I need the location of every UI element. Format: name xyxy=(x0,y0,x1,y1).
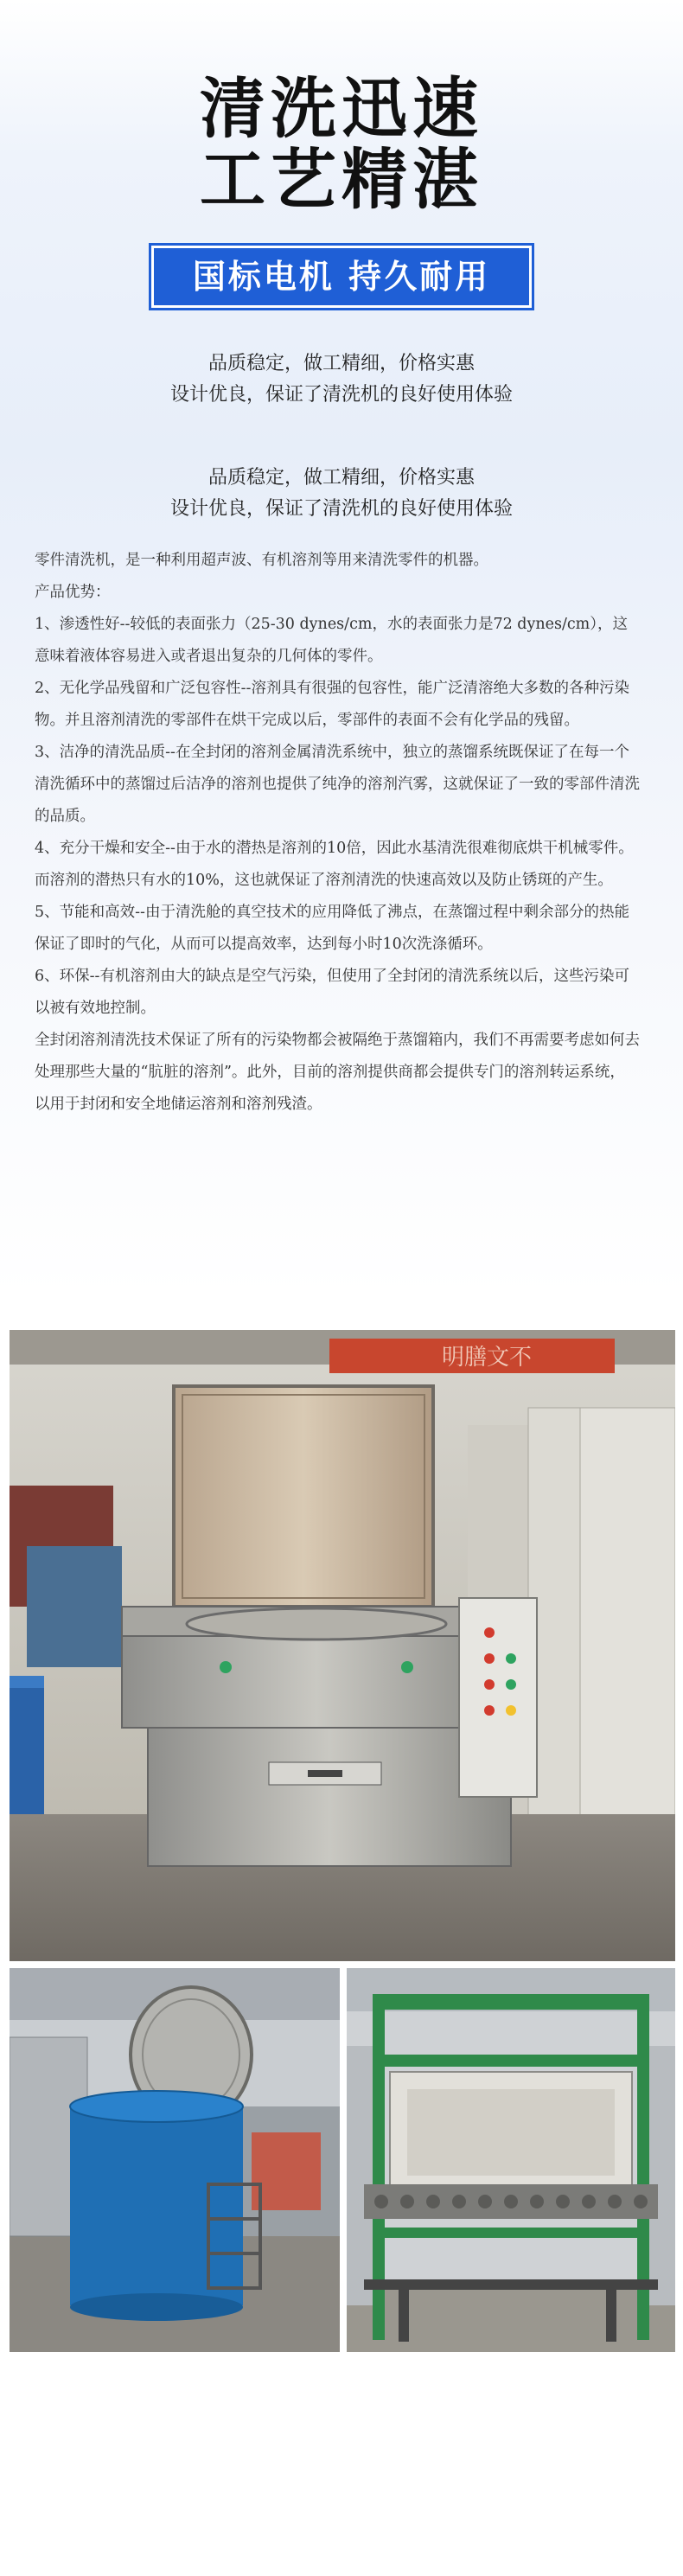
hero-section xyxy=(0,0,683,571)
intro-paragraph: 零件清洗机，是一种利用超声波、有机溶剂等用来清洗零件的机器。 xyxy=(35,552,488,569)
tagline-quality-repeat: 品质稳定，做工精细，价格实惠 xyxy=(207,467,475,489)
advantage-item: 3、洁净的清洗品质--在全封闭的溶剂金属清洗系统中，独立的蒸馏系统既保证了在每一个清洗循环中的蒸馏过后洁净的溶剂也提供了纯净的溶剂汽雾，这就保证了一致的零部件清洗的品质。 xyxy=(35,744,640,825)
closing-paragraph: 全封闭溶剂清洗技术保证了所有的污染物都会被隔绝于蒸馏箱内，我们不再需要考虑如何去处理那些大量的“肮脏的溶剂”。此外，目前的溶剂提供商都会提供专门的溶剂转运系统，以用于封闭和安全地储运溶剂和溶剂残渣。 xyxy=(35,1032,640,1113)
advantage-item: 1、渗透性好--较低的表面张力（25-30 dynes/cm，水的表面张力是72 dynes/cm），这意味着液体容易进入或者退出复杂的几何体的零件。 xyxy=(35,616,629,665)
advantages-heading: 产品优势： xyxy=(35,584,111,601)
parts-washer-photo xyxy=(10,1330,675,1961)
tagline-quality: 品质稳定，做工精细，价格实惠 xyxy=(207,353,475,374)
advantage-item: 5、节能和高效--由于清洗舱的真空技术的应用降低了沸点，在蒸馏过程中剩余部分的热能保证了即时的气化，从而可以提高效率，达到每小时10次洗涤循环。 xyxy=(35,904,629,953)
feature-badge: 国标电机 持久耐用 xyxy=(154,248,529,305)
banner-text: 明膳文不 xyxy=(442,1345,533,1371)
parts-washer-illustration xyxy=(10,1330,675,1961)
conveyor-washer-illustration xyxy=(347,1968,675,2352)
tagline-design-repeat: 设计优良，保证了清洗机的良好使用体验 xyxy=(169,498,513,520)
advantage-item: 4、充分干燥和安全--由于水的潜热是溶剂的10倍，因此水基清洗很难彻底烘干机械零件。而溶剂的潜热只有水的10%，这也就保证了溶剂清洗的快速高效以及防止锈斑的产生。 xyxy=(35,840,634,889)
product-description xyxy=(35,545,640,1121)
conveyor-washer-photo xyxy=(347,1968,675,2352)
hero-title-line-1: 清洗迅速 xyxy=(200,70,483,147)
advantage-item: 2、无化学品残留和广泛包容性--溶剂具有很强的包容性，能广泛清溶绝大多数的各种污染物。并且溶剂清洗的零部件在烘干完成以后，零部件的表面不会有化学品的残留。 xyxy=(35,680,629,729)
tagline-design: 设计优良，保证了清洗机的良好使用体验 xyxy=(169,384,513,406)
round-washer-photo xyxy=(10,1968,340,2352)
round-washer-illustration xyxy=(10,1968,340,2352)
advantage-item: 6、环保--有机溶剂由大的缺点是空气污染，但使用了全封闭的清洗系统以后，这些污染可以被有效地控制。 xyxy=(35,968,629,1017)
hero-title-line-2: 工艺精湛 xyxy=(200,141,483,218)
